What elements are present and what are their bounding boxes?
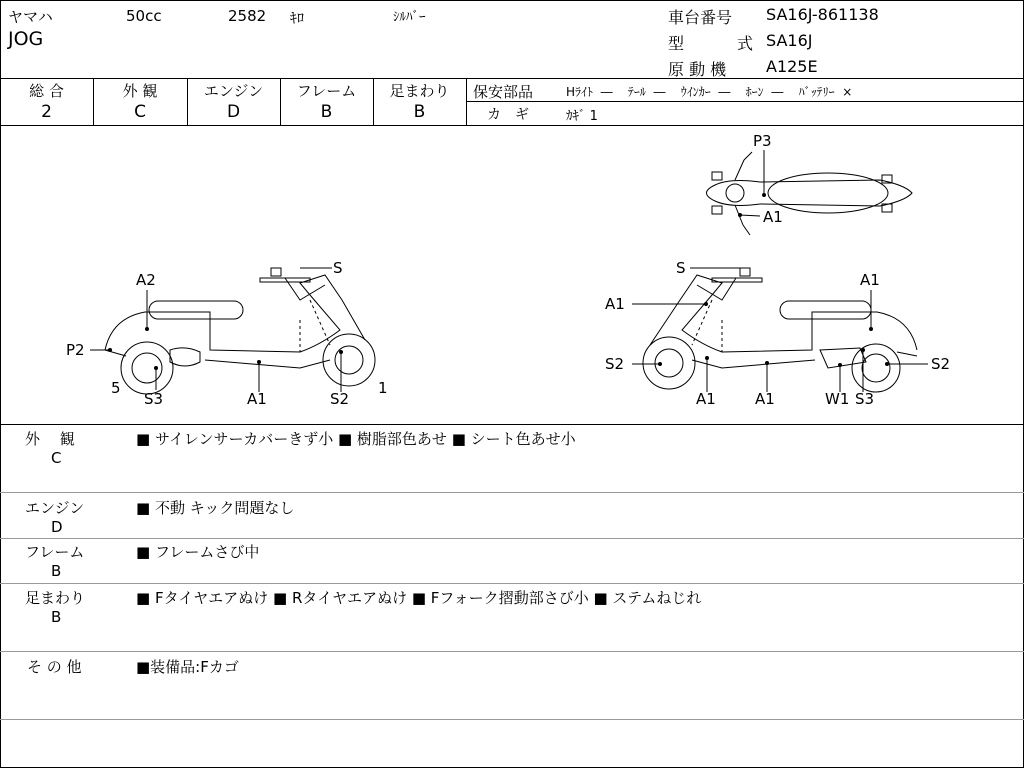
label-right-s2-rear: S2 <box>931 355 951 373</box>
label-right-s2-front: S2 <box>605 355 625 373</box>
safety-parts-items: Hﾗｲﾄ ― ﾃｰﾙ ― ｳｲﾝｶｰ ― ﾎｰﾝ ― ﾊﾞｯﾃﾘｰ × <box>566 85 853 99</box>
grade-engine-value: D <box>226 102 241 122</box>
engine-label: 原 動 機 <box>668 60 727 79</box>
note-exterior-category: 外 観 <box>25 430 75 448</box>
key-label: カ ギ <box>487 107 529 123</box>
note-engine-category: エンジン <box>25 499 85 517</box>
maker: ヤマハ <box>8 8 53 26</box>
label-left-a1: A1 <box>247 390 267 408</box>
label-right-s: S <box>676 259 686 277</box>
grade-engine-label: エンジン <box>203 82 264 100</box>
note-other-text: ■装備品:Fカゴ <box>136 658 239 676</box>
displacement: 50cc <box>126 7 162 25</box>
grade-exterior-value: C <box>134 102 146 122</box>
label-left-1: 1 <box>378 379 388 397</box>
note-frame-grade: B <box>51 562 62 580</box>
note-exterior-grade: C <box>51 449 62 467</box>
note-frame-category: フレーム <box>25 543 85 561</box>
leader-lines <box>90 150 928 392</box>
label-right-s3: S3 <box>855 390 875 408</box>
label-right-a1-rear: A1 <box>860 271 880 289</box>
note-engine-grade: D <box>51 518 63 536</box>
note-other-category: そ の 他 <box>27 658 82 676</box>
safety-parts-label: 保安部品 <box>473 83 534 101</box>
label-right-w1: W1 <box>825 390 850 408</box>
label-top-p3: P3 <box>753 132 772 150</box>
color: ｼﾙﾊﾞｰ <box>393 10 426 25</box>
mileage-unit: ｷﾛ <box>290 11 304 27</box>
label-right-a1-seat: A1 <box>605 295 625 313</box>
grade-frame-value: B <box>320 102 333 122</box>
type-label-1: 型 <box>668 34 685 53</box>
engine-value: A125E <box>766 57 818 76</box>
label-right-a1-floor: A1 <box>755 390 775 408</box>
grade-overall-value: 2 <box>41 102 52 122</box>
label-left-5: 5 <box>111 379 121 397</box>
type-label-2: 式 <box>737 34 754 53</box>
label-top-a1: A1 <box>763 208 783 226</box>
key-value: ｶｷﾞ 1 <box>566 109 598 124</box>
scooter-top-view-drawing <box>707 152 913 235</box>
note-suspension-grade: B <box>51 608 62 626</box>
frame-number-label: 車台番号 <box>668 8 733 27</box>
grade-suspension-label: 足まわり <box>389 82 450 100</box>
label-left-a2: A2 <box>136 271 156 289</box>
grade-suspension-value: B <box>413 102 426 122</box>
mileage: 2582 <box>228 7 267 25</box>
note-exterior-text: ■ サイレンサーカバーきず小 ■ 樹脂部色あせ ■ シート色あせ小 <box>136 430 576 448</box>
type-value: SA16J <box>766 31 813 50</box>
note-suspension-category: 足まわり <box>25 589 86 607</box>
label-right-a1-front: A1 <box>696 390 716 408</box>
grade-overall-label: 総 合 <box>29 82 64 100</box>
note-engine-text: ■ 不動 キック問題なし <box>136 499 295 517</box>
label-left-s: S <box>333 259 343 277</box>
grade-exterior-label: 外 観 <box>122 82 158 100</box>
model-name: JOG <box>8 28 44 50</box>
note-suspension-text: ■ Fタイヤエアぬけ ■ Rタイヤエアぬけ ■ Fフォーク摺動部さび小 ■ ステムねじれ <box>136 589 702 607</box>
frame-number: SA16J-861138 <box>766 5 879 24</box>
damage-diagram <box>0 126 1024 424</box>
label-left-p2: P2 <box>66 341 85 359</box>
note-frame-text: ■ フレームさび中 <box>136 543 260 561</box>
label-left-s2: S2 <box>330 390 350 408</box>
label-left-s3: S3 <box>144 390 164 408</box>
grade-frame-label: フレーム <box>296 82 357 100</box>
